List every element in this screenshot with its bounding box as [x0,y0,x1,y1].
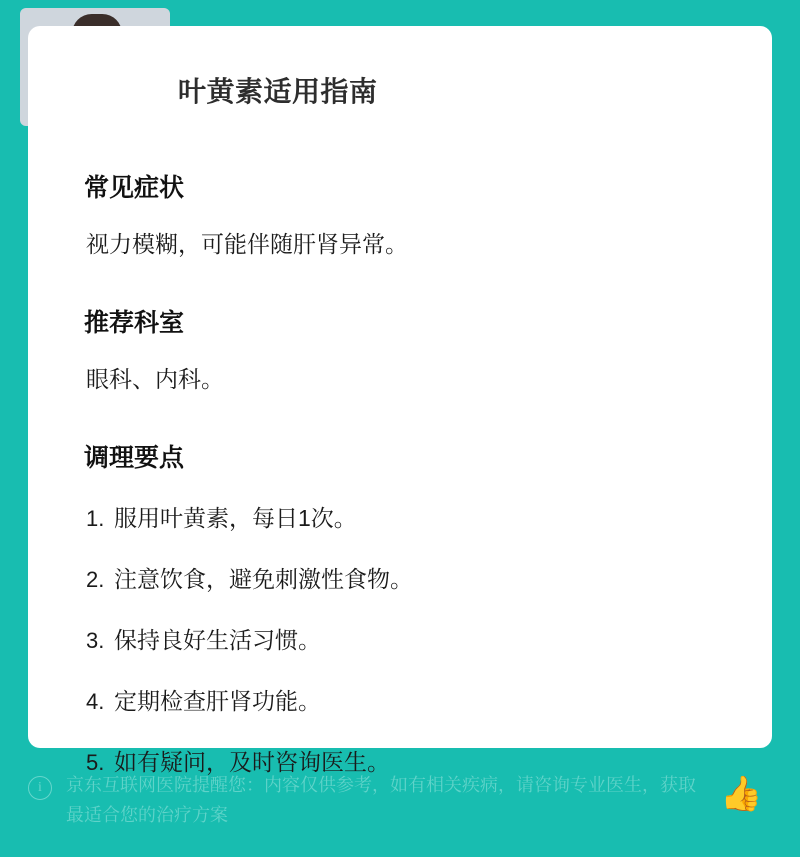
list-item-label: 如有疑问，及时咨询医生。 [114,749,390,775]
thumbs-up-icon: 👍 [720,775,763,813]
list-item [86,683,738,716]
section-heading-care-points: 调理要点 [84,444,185,472]
list-item-label: 注意饮食，避免刺激性食物。 [114,566,413,592]
list-item [86,622,738,655]
section-text-symptoms: 视力模糊，可能伴随肝肾异常。 [86,231,408,257]
list-item-label: 服用叶黄素，每日1次。 [114,505,357,531]
section-heading-symptoms: 常见症状 [84,174,185,202]
footer [28,770,772,830]
care-points-list [86,500,738,777]
list-item-label: 定期检查肝肾功能。 [114,688,321,714]
info-icon: i [28,776,52,800]
section-text-department: 眼科、内科。 [86,366,224,392]
list-item-label: 保持良好生活习惯。 [114,627,321,653]
list-item [86,500,738,533]
content-card [28,26,772,775]
list-item-number: 3. [86,628,105,653]
list-item-number: 1. [86,506,105,531]
section-heading-department: 推荐科室 [84,309,185,337]
disclaimer-text: 京东互联网医院提醒您：内容仅供参考，如有相关疾病，请咨询专业医生，获取最适合您的治疗方案 [66,775,696,825]
list-item [86,561,738,594]
list-item-number: 5. [86,750,105,775]
page-title: 叶黄素适用指南 [178,76,378,107]
list-item-number: 4. [86,689,105,714]
list-item-number: 2. [86,567,105,592]
